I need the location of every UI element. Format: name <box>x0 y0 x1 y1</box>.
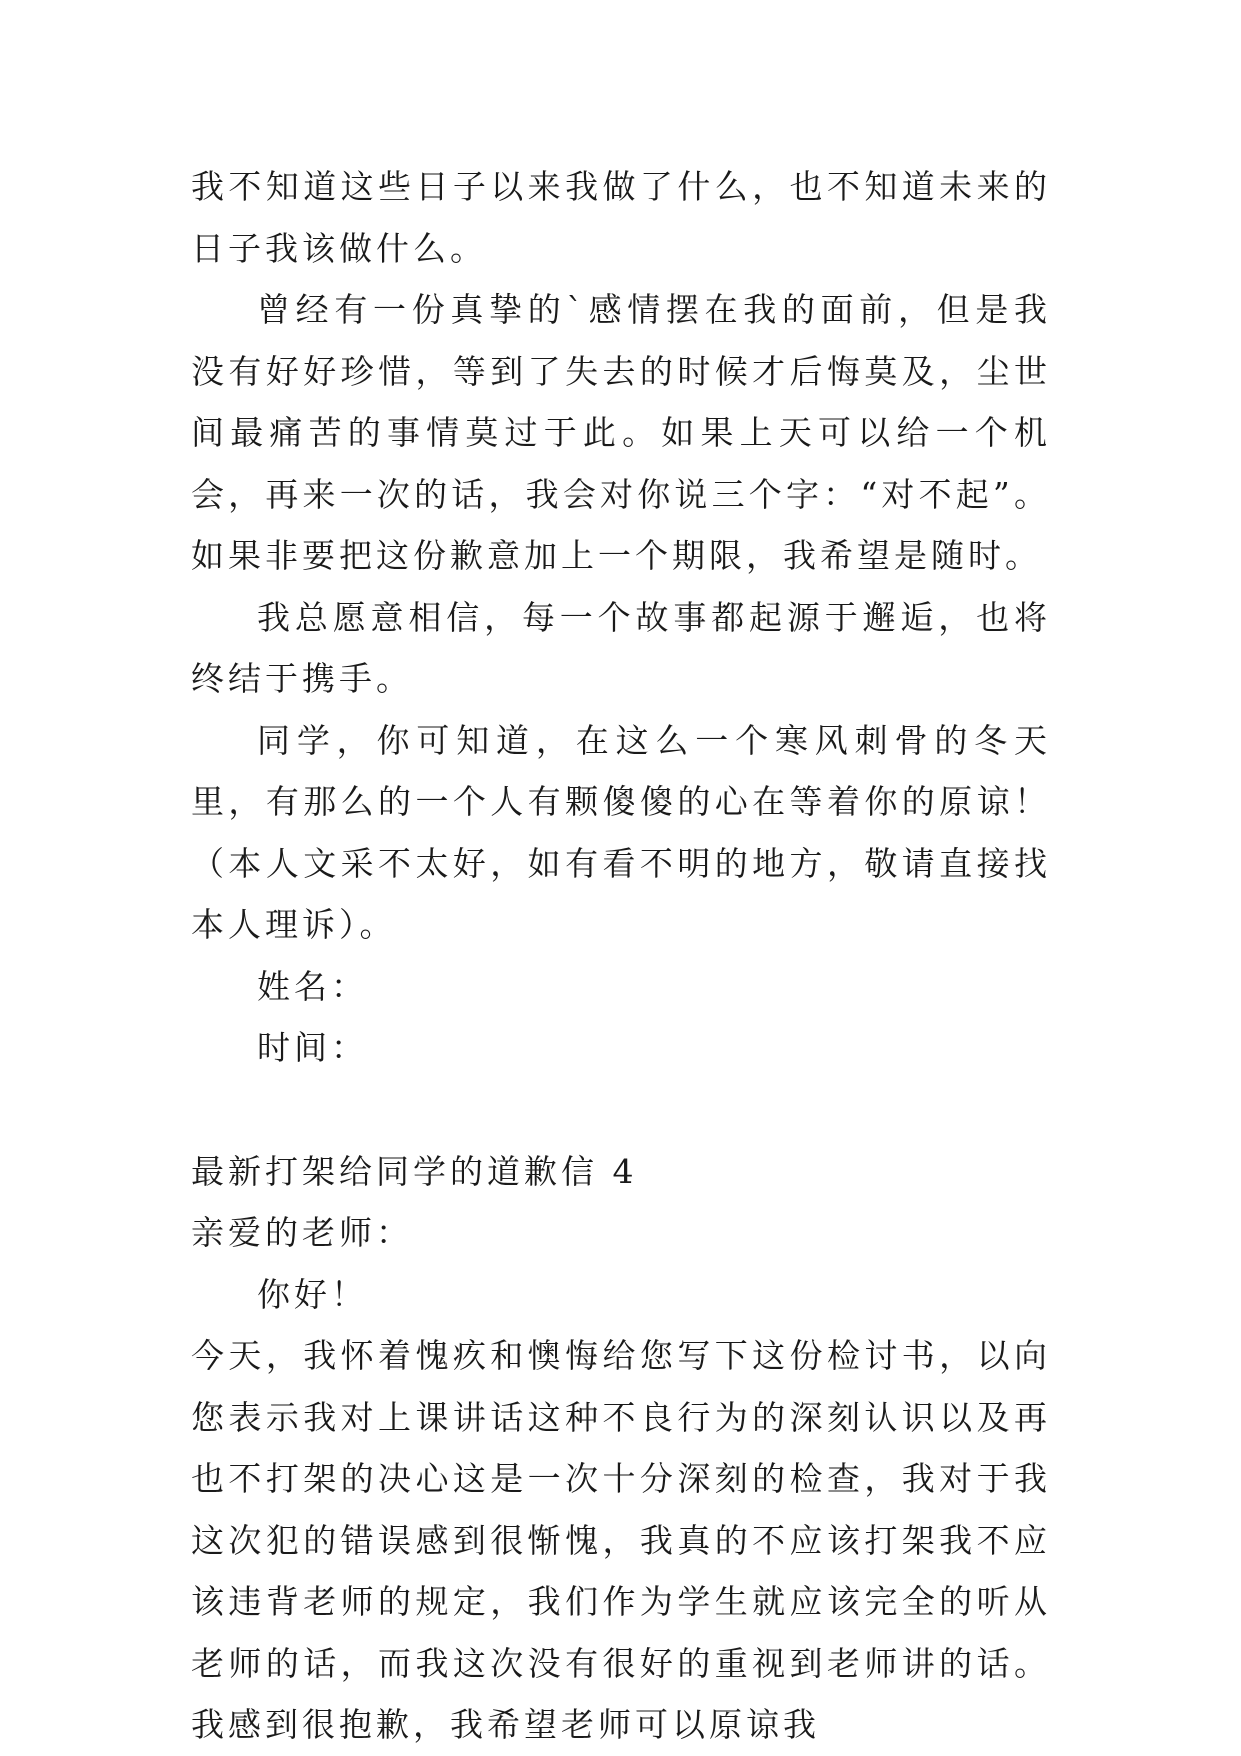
salutation: 亲爱的老师： <box>191 1213 413 1252</box>
section-spacer <box>191 1079 1051 1141</box>
paragraph-apology: 同学，你可知道，在这么一个寒风刺骨的冬天里，有那么的一个人有颗傻傻的心在等着你的原谅！（本人文采不太好，如有看不明的地方，敬请直接找本人理诉）。 <box>191 720 1051 944</box>
document-body <box>191 156 1051 1756</box>
paragraph-intro: 我不知道这些日子以来我做了什么，也不知道未来的日子我该做什么。 <box>191 167 1051 268</box>
paragraph-regret: 曾经有一份真挚的`感情摆在我的面前，但是我没有好好珍惜，等到了失去的时候才后悔莫及，尘世间最痛苦的事情莫过于此。如果上天可以给一个机会，再来一次的话，我会对你说三个字：“对不起”。如果非要把这份歉意加上一个期限，我希望是随时。 <box>191 290 1051 575</box>
greeting: 你好！ <box>257 1274 368 1314</box>
paragraph-letter-body: 今天，我怀着愧疚和懊悔给您写下这份检讨书，以向您表示我对上课讲话这种不良行为的深刻认识以及再也不打架的决心这是一次十分深刻的检查，我对于我这次犯的错误感到很惭愧，我真的不应该打架我不应该违背老师的规定，我们作为学生就应该完全的听从老师的话，而我这次没有很好的重视到老师讲的话。我感到很抱歉，我希望老师可以原谅我 <box>191 1336 1051 1744</box>
paragraph-belief: 我总愿意相信，每一个故事都起源于邂逅，也将终结于携手。 <box>191 597 1051 698</box>
signature-date-line: 时间： <box>257 1028 368 1067</box>
section-title: 最新打架给同学的道歉信 4 <box>191 1151 638 1191</box>
signature-name-line: 姓名： <box>257 966 368 1006</box>
